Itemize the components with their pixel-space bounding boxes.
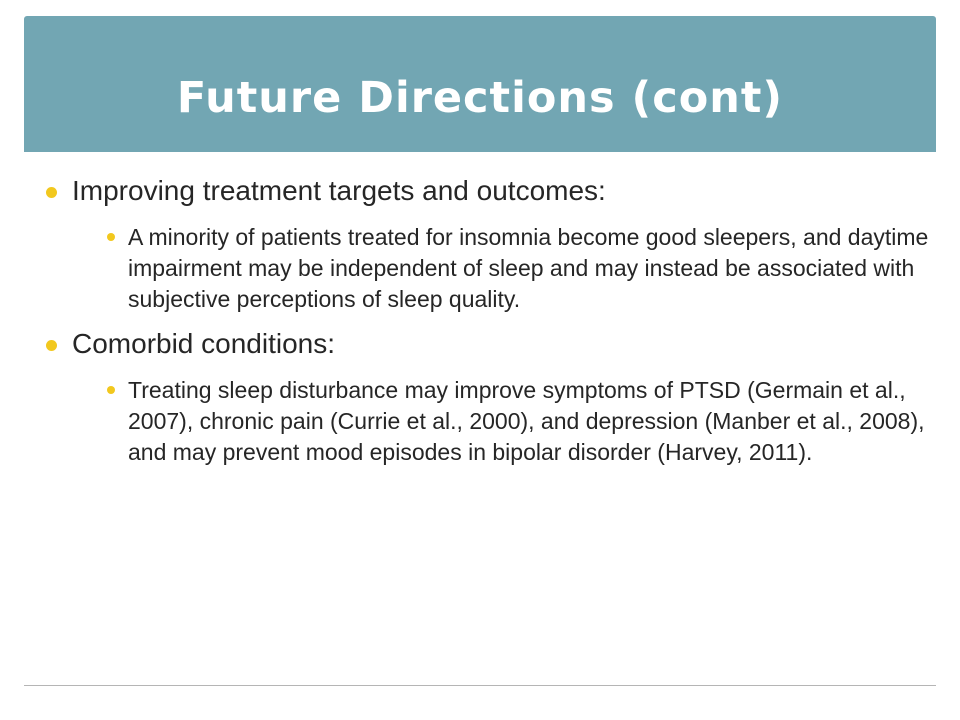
sub-bullet-text: Treating sleep disturbance may improve symptoms of PTSD (Germain et al., 2007), chronic pain (Currie et al., 2000), and depression (Manber et al., 2008), and may prevent mood episodes in bipolar disorder (Harvey, 2011). xyxy=(128,377,925,465)
bottom-divider xyxy=(24,685,936,686)
sub-bullet-dot-icon xyxy=(107,386,115,394)
title-band xyxy=(24,16,936,152)
bullet-dot-icon xyxy=(46,187,57,198)
sub-bullet-item xyxy=(100,375,954,468)
sub-bullet-item xyxy=(100,222,954,315)
sub-bullet-dot-icon xyxy=(107,233,115,241)
bullet-dot-icon xyxy=(46,340,57,351)
slide-title: Future Directions (cont) xyxy=(176,73,784,123)
bullet-text: Improving treatment targets and outcomes: xyxy=(72,175,606,206)
sub-bullet-text: A minority of patients treated for insomnia become good sleepers, and daytime impairment may be independent of sleep and may instead be associated with subjective perceptions of sleep quality. xyxy=(128,224,929,312)
bullet-item xyxy=(44,174,929,315)
sub-bullet-list xyxy=(72,375,924,468)
bullet-list xyxy=(44,174,929,468)
bullet-item xyxy=(44,327,924,468)
slide-body xyxy=(44,174,929,468)
sub-bullet-list xyxy=(72,222,929,315)
bullet-text: Comorbid conditions: xyxy=(72,328,336,359)
